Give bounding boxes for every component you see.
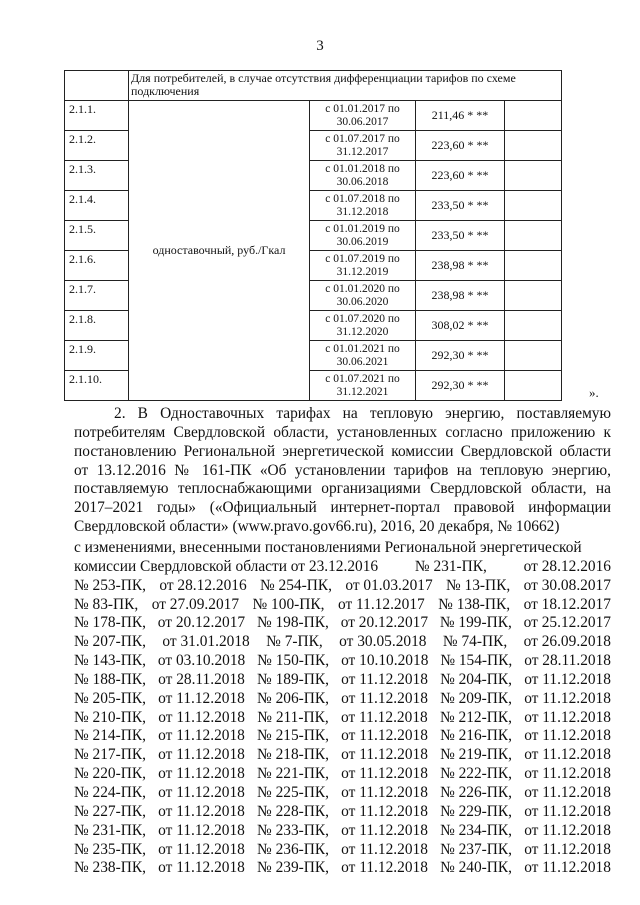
reference-item: № 220-ПК, [74, 765, 146, 783]
reference-item: от 11.12.2018 [158, 727, 245, 745]
row-number: 2.1.4. [65, 191, 129, 221]
reference-item: № 226-ПК, [440, 783, 513, 801]
reference-item: № 143-ПК, [74, 652, 146, 670]
row-number: 2.1.2. [65, 131, 129, 161]
closing-quote: ». [589, 385, 599, 400]
reference-item: от 11.12.2018 [341, 746, 428, 764]
reference-item: № 218-ПК, [257, 746, 330, 764]
reference-line [74, 614, 611, 633]
tariff-value: 238,98 * ** [416, 251, 505, 281]
reference-item: № 222-ПК, [440, 765, 513, 783]
reference-item: от 28.12.2016 [523, 557, 611, 575]
reference-item: от 11.12.2018 [341, 689, 428, 707]
reference-item: № 188-ПК, [74, 670, 146, 688]
reference-item: комиссии Свердловской области от 23.12.2016 [74, 557, 379, 575]
reference-item: № 207-ПК, [74, 633, 146, 651]
reference-item: от 11.12.2018 [341, 802, 428, 820]
reference-line [74, 822, 611, 841]
reference-item: № 227-ПК, [74, 802, 146, 820]
reference-item: № 236-ПК, [257, 840, 330, 858]
reference-item: от 27.09.2017 [151, 595, 240, 613]
reference-line [74, 577, 611, 596]
reference-item: № 178-ПК, [74, 614, 146, 632]
reference-line [74, 558, 611, 577]
reference-item: от 26.09.2018 [523, 633, 611, 651]
reference-item: № 209-ПК, [440, 689, 513, 707]
reference-item: от 30.05.2018 [339, 633, 427, 651]
empty-cell [505, 221, 562, 251]
reference-item: № 199-ПК, [439, 614, 512, 632]
reference-item: от 11.12.2018 [341, 783, 428, 801]
reference-line [74, 652, 611, 671]
empty-cell [505, 191, 562, 221]
tariff-value: 233,50 * ** [416, 191, 505, 221]
reference-line [74, 709, 611, 728]
row-number: 2.1.6. [65, 251, 129, 281]
empty-cell [505, 101, 562, 131]
reference-line [74, 841, 611, 860]
reference-item: от 11.12.2018 [158, 783, 245, 801]
reference-item: № 214-ПК, [74, 727, 146, 745]
reference-item: № 217-ПК, [74, 746, 146, 764]
reference-item: № 211-ПК, [257, 708, 329, 726]
tariff-value: 292,30 * ** [416, 371, 505, 401]
empty-cell [505, 281, 562, 311]
tariff-kind: одноставочный, руб./Гкал [129, 101, 310, 401]
reference-item: от 11.12.2018 [524, 840, 611, 858]
reference-item: от 11.12.2018 [341, 859, 428, 877]
reference-item: от 11.12.2018 [524, 765, 611, 783]
reference-item: № 239-ПК, [257, 859, 330, 877]
reference-item: № 7-ПК, [266, 633, 323, 651]
reference-item: № 238-ПК, [74, 859, 146, 877]
reference-item: от 11.12.2018 [524, 746, 611, 764]
reference-item: от 31.01.2018 [162, 633, 250, 651]
reference-item: № 231-ПК, [74, 821, 146, 839]
reference-item: от 11.12.2018 [158, 708, 246, 726]
reference-item: № 233-ПК, [257, 821, 330, 839]
page-number: 3 [316, 38, 324, 54]
table-row [65, 101, 562, 131]
reference-item: № 224-ПК, [74, 783, 146, 801]
paragraph-line: потребителям Свердловской области, установленных согласно приложению [74, 423, 596, 441]
period-cell: с 01.07.2021 по 31.12.2021 [310, 371, 416, 401]
paragraph-line: 2. В Одноставочных тарифах на тепловую энергию, поставляемую [114, 405, 611, 422]
row-number: 2.1.10. [65, 371, 129, 401]
reference-item: от 11.12.2018 [341, 840, 428, 858]
reference-item: с изменениями, внесенными постановлениями Региональной энергетической [74, 539, 582, 556]
row-number: 2.1.1. [65, 101, 129, 131]
reference-line [74, 784, 611, 803]
reference-item: № 215-ПК, [257, 727, 330, 745]
reference-item: от 11.12.2018 [341, 670, 428, 688]
reference-item: от 11.12.2018 [158, 802, 245, 820]
paragraph-line: к постановлению Региональной энергетической комиссии Свердловской области [74, 423, 611, 460]
reference-item: от 28.11.2018 [524, 652, 611, 670]
reference-item: от 28.12.2016 [159, 576, 247, 594]
row-number: 2.1.7. [65, 281, 129, 311]
reference-item: № 205-ПК, [74, 689, 146, 707]
reference-line [74, 633, 611, 652]
paragraph [74, 405, 611, 537]
period-cell: с 01.07.2019 по 31.12.2019 [310, 251, 416, 281]
reference-item: от 11.12.2018 [524, 670, 611, 688]
reference-item: от 11.12.2018 [341, 765, 428, 783]
reference-item: № 198-ПК, [256, 614, 329, 632]
paragraph-text [74, 405, 611, 537]
period-cell: с 01.01.2019 по 30.06.2019 [310, 221, 416, 251]
reference-item: № 212-ПК, [439, 708, 512, 726]
row-number: 2.1.3. [65, 161, 129, 191]
paragraph-line: поставляемую теплоснабжающими организациями Свердловской области, [74, 480, 587, 498]
reference-item: от 11.12.2018 [158, 859, 245, 877]
table-header-num-cell [65, 71, 129, 101]
reference-item: от 11.12.2018 [158, 689, 245, 707]
reference-item: от 25.12.2017 [523, 614, 611, 632]
reference-item: № 240-ПК, [440, 859, 513, 877]
reference-item: от 30.08.2017 [523, 576, 611, 594]
row-number: 2.1.8. [65, 311, 129, 341]
reference-line [74, 746, 611, 765]
reference-item: № 150-ПК, [257, 652, 330, 670]
reference-item: № 138-ПК, [438, 595, 511, 613]
reference-item: № 254-ПК, [260, 576, 332, 594]
empty-cell [505, 161, 562, 191]
empty-cell [505, 251, 562, 281]
reference-item: от 11.12.2018 [524, 689, 611, 707]
reference-item: № 154-ПК, [440, 652, 513, 670]
reference-item: № 189-ПК, [257, 670, 330, 688]
reference-item: от 11.12.2018 [524, 802, 611, 820]
period-cell: с 01.07.2017 по 31.12.2017 [310, 131, 416, 161]
tariff-table [64, 70, 562, 401]
row-number: 2.1.5. [65, 221, 129, 251]
reference-item: от 03.10.2018 [157, 652, 246, 670]
tariff-value: 308,02 * ** [416, 311, 505, 341]
reference-line [74, 539, 611, 558]
tariff-value: 223,60 * ** [416, 161, 505, 191]
reference-line [74, 690, 611, 709]
tariff-value: 292,30 * ** [416, 341, 505, 371]
row-number: 2.1.9. [65, 341, 129, 371]
reference-item: от 11.12.2018 [524, 783, 611, 801]
reference-line [74, 671, 611, 690]
reference-item: от 11.12.2018 [158, 765, 245, 783]
reference-item: № 206-ПК, [257, 689, 330, 707]
table-header-row [65, 71, 562, 101]
period-cell: с 01.01.2017 по 30.06.2017 [310, 101, 416, 131]
reference-item: № 100-ПК, [252, 595, 325, 613]
period-cell: с 01.01.2021 по 30.06.2021 [310, 341, 416, 371]
reference-item: от 11.12.2018 [524, 727, 611, 745]
reference-item: № 253-ПК, [74, 576, 146, 594]
empty-cell [505, 311, 562, 341]
reference-item: от 10.10.2018 [341, 652, 429, 670]
tariff-value: 233,50 * ** [416, 221, 505, 251]
period-cell: с 01.01.2020 по 30.06.2020 [310, 281, 416, 311]
reference-item: № 229-ПК, [440, 802, 513, 820]
paragraph-line: на 2017–2021 годы» («Официальный интернет-портал правовой информации [74, 480, 611, 517]
empty-cell [505, 131, 562, 161]
reference-item: № 235-ПК, [74, 840, 146, 858]
reference-item: от 11.12.2018 [341, 727, 428, 745]
reference-item: № 237-ПК, [440, 840, 513, 858]
reference-item: от 20.12.2017 [340, 614, 429, 632]
reference-item: от 20.12.2017 [157, 614, 246, 632]
reference-item: № 13-ПК, [446, 576, 511, 594]
period-cell: с 01.01.2018 по 30.06.2018 [310, 161, 416, 191]
period-cell: с 01.07.2018 по 31.12.2018 [310, 191, 416, 221]
reference-line [74, 727, 611, 746]
reference-item: № 221-ПК, [257, 765, 330, 783]
reference-item: № 74-ПК, [442, 633, 508, 651]
reference-item: от 11.12.2018 [158, 821, 245, 839]
reference-item: № 225-ПК, [257, 783, 330, 801]
reference-line [74, 596, 611, 615]
paragraph-line: Свердловской области» (www.pravo.gov66.ru), 2016, 20 декабря, № 10662) [74, 518, 560, 536]
empty-cell [505, 371, 562, 401]
reference-item: № 219-ПК, [440, 746, 513, 764]
tariff-value: 238,98 * ** [416, 281, 505, 311]
reference-item: № 234-ПК, [440, 821, 513, 839]
reference-item: от 11.12.2018 [524, 821, 611, 839]
reference-item: от 01.03.2017 [345, 576, 433, 594]
reference-item: № 231-ПК, [414, 557, 487, 575]
reference-item: № 228-ПК, [257, 802, 330, 820]
reference-item: от 11.12.2018 [524, 859, 611, 877]
reference-item: от 11.12.2018 [340, 708, 428, 726]
reference-item: от 11.12.2017 [337, 595, 425, 613]
reference-item: от 11.12.2018 [341, 821, 428, 839]
reference-item: № 216-ПК, [440, 727, 513, 745]
reference-line [74, 859, 611, 878]
tariff-value: 211,46 * ** [416, 101, 505, 131]
empty-cell [505, 341, 562, 371]
reference-item: № 210-ПК, [74, 708, 146, 726]
tariff-value: 223,60 * ** [416, 131, 505, 161]
reference-line [74, 803, 611, 822]
reference-item: от 11.12.2018 [158, 746, 245, 764]
table-header: Для потребителей, в случае отсутствия дифференциации тарифов по схеме подключения [129, 71, 562, 101]
reference-item: № 83-ПК, [74, 595, 139, 613]
reference-item: от 28.11.2018 [158, 670, 245, 688]
reference-item: № 204-ПК, [440, 670, 513, 688]
period-cell: с 01.07.2020 по 31.12.2020 [310, 311, 416, 341]
references-block [74, 539, 611, 878]
paragraph-line: от 13.12.2016 № 161-ПК «Об установлении тарифов на тепловую энергию, [74, 461, 611, 479]
reference-line [74, 765, 611, 784]
reference-item: от 11.12.2018 [158, 840, 245, 858]
reference-item: от 18.12.2017 [523, 595, 611, 613]
reference-item: от 11.12.2018 [524, 708, 611, 726]
